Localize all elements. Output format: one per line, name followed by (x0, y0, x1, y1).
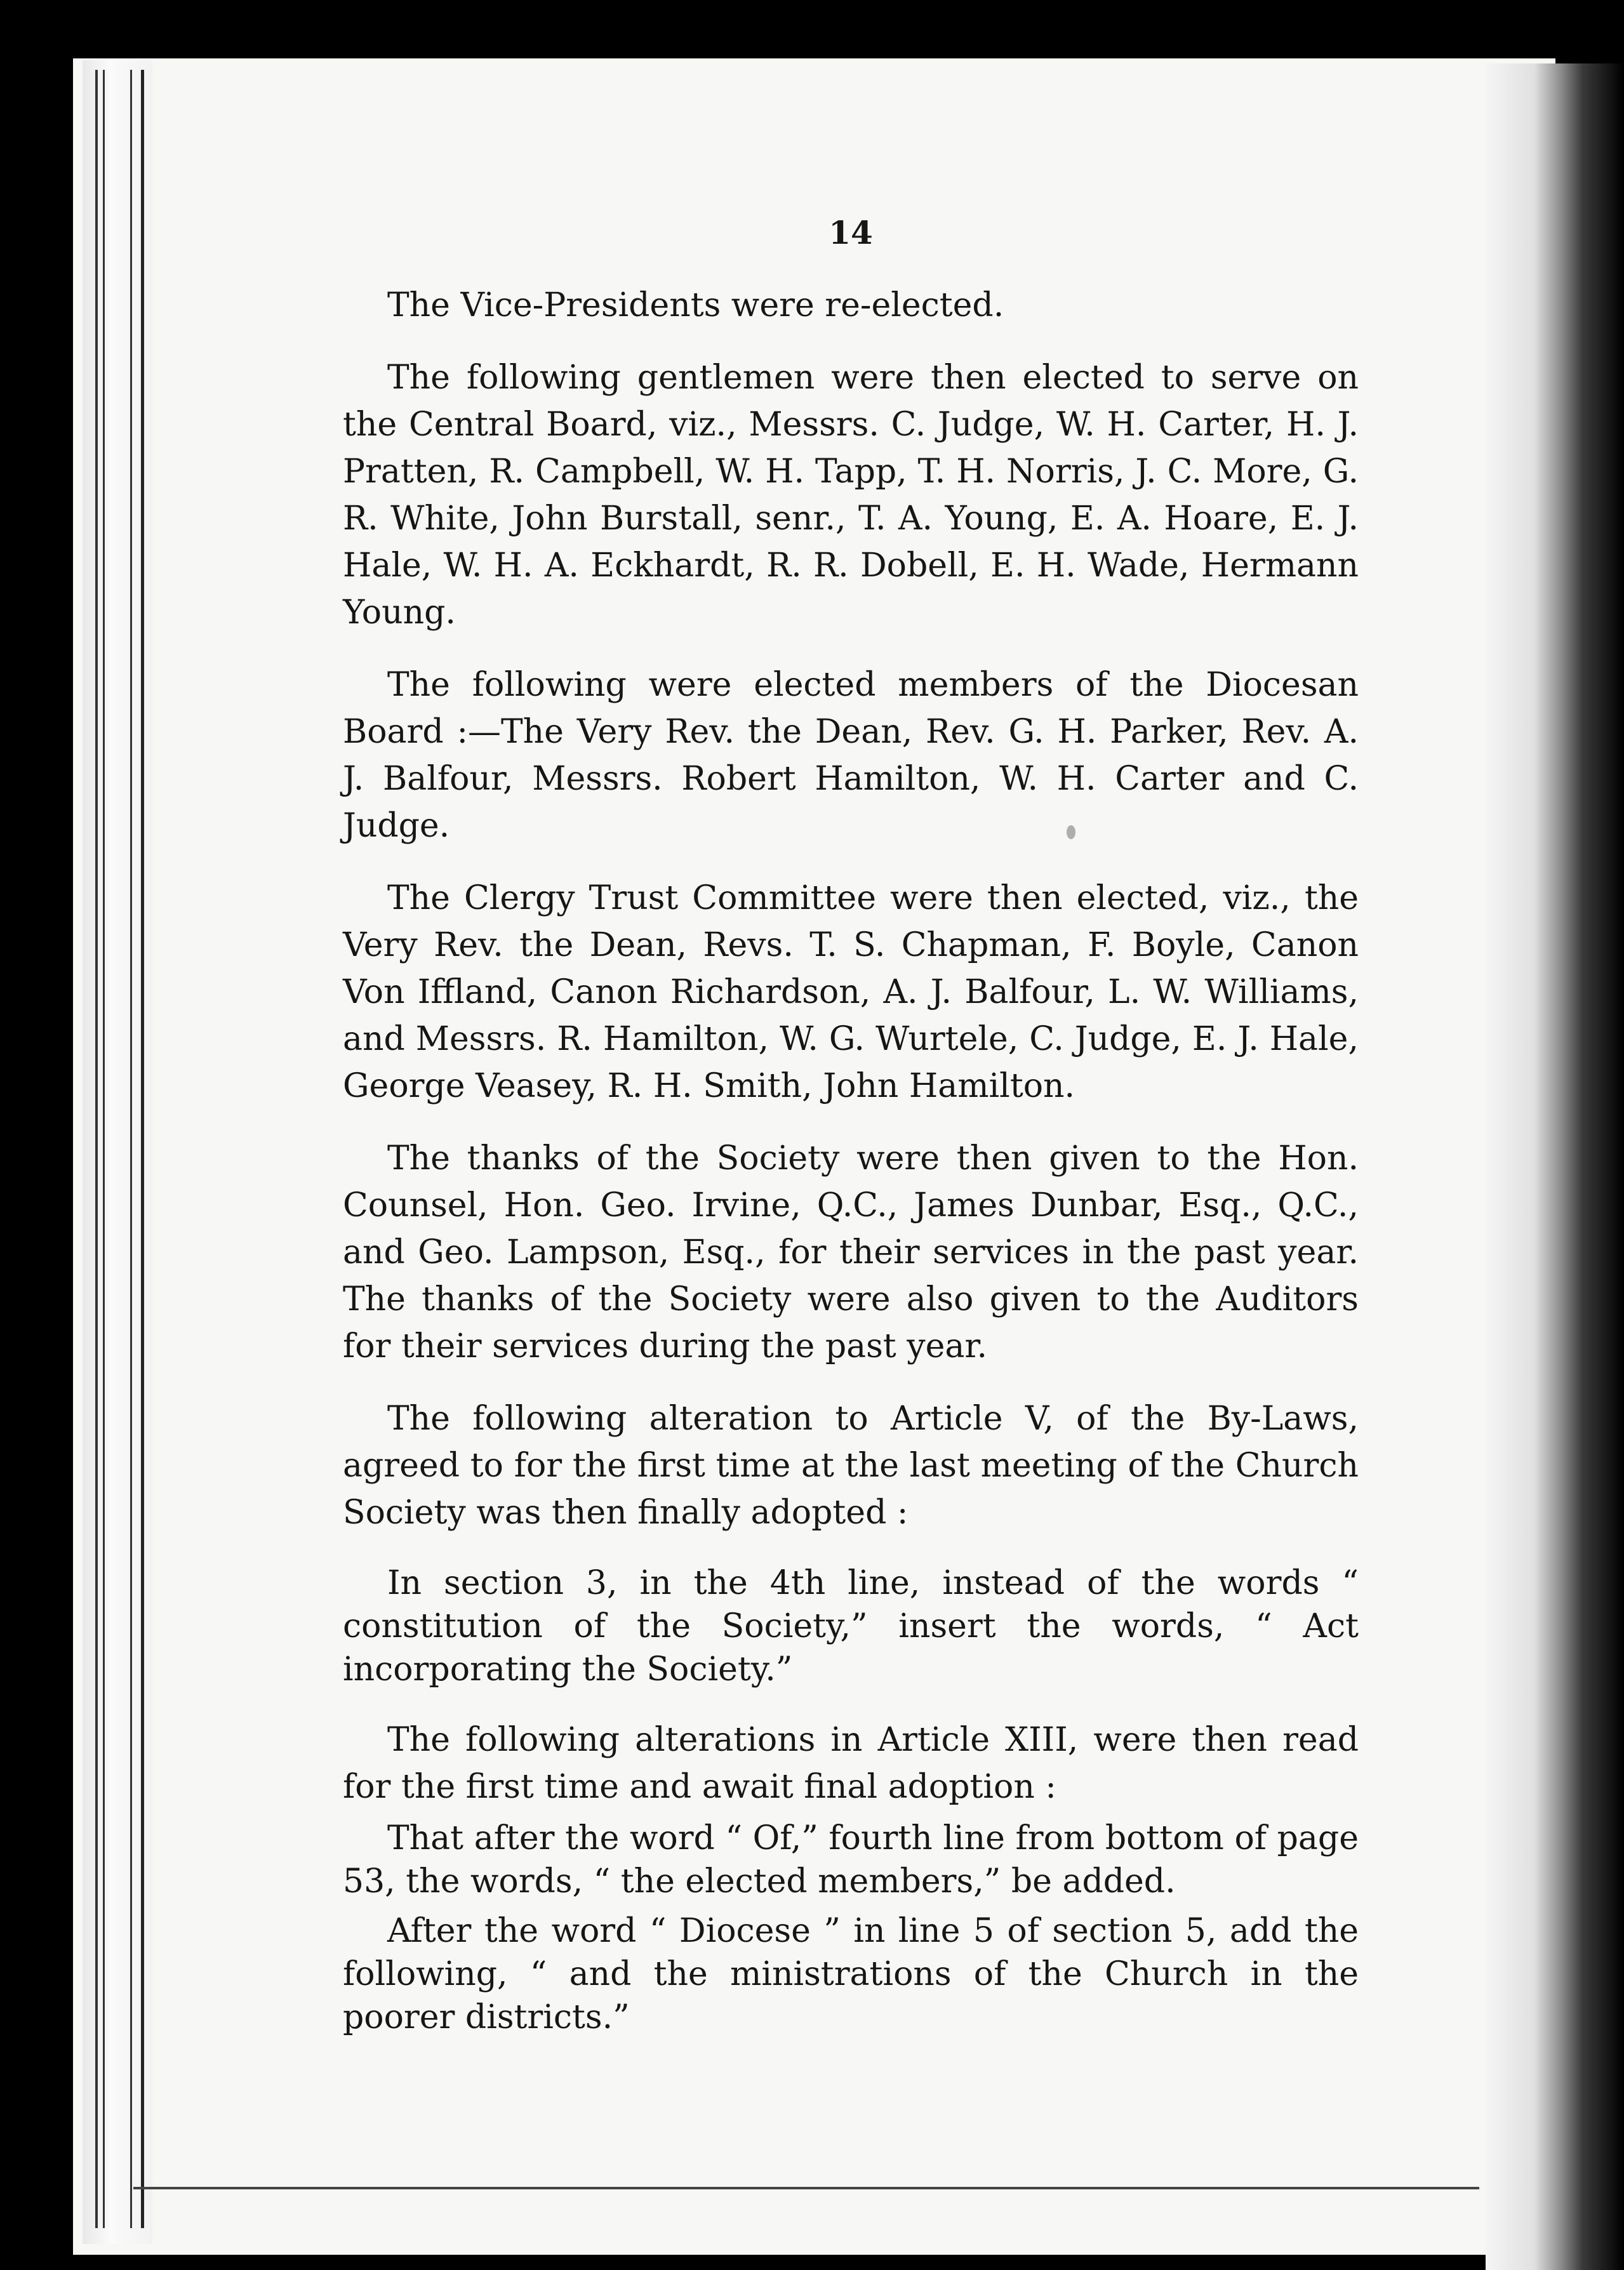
paragraph-vice-presidents: The Vice-Presidents were re-elected. (387, 286, 1004, 324)
paragraph-section-3: In section 3, in the 4th line, instead of the words “ constitution of the Society,” insert the words, “ Act incorporating the Society.” (343, 1564, 1359, 1689)
binding-line (103, 70, 105, 2228)
paragraph-article-v: The following alteration to Article V, of the By-Laws, agreed to for the first time at the last meeting of the Church Society was then finally adopted : (343, 1400, 1359, 1532)
page-edge-shadow (1486, 63, 1624, 2270)
paragraph-thanks: The thanks of the Society were then given to the Hon. Counsel, Hon. Geo. Irvine, Q.C., James Dunbar, Esq., Q.C., and Geo. Lampson, Esq., for their services in the past year. The thanks of the Society were also given to the Auditors for their services during the past year. (343, 1139, 1359, 1365)
bottom-rule (133, 2187, 1479, 2189)
paragraph-article-xiii: The following alterations in Article XIII, were then read for the first time and await final adoption : (343, 1721, 1359, 1806)
binding-line (130, 70, 132, 2228)
paragraph-central-board: The following gentlemen were then elected to serve on the Central Board, viz., Messrs. C. Judge, W. H. Carter, H. J. Pratten, R. Campbell, W. H. Tapp, T. H. Norris, J. C. More, G. R. White, John Burstall, senr., T. A. Young, E. A. Hoare, E. J. Hale, W. H. A. Eckhardt, R. R. Dobell, E. H. Wade, Hermann Young. (343, 359, 1359, 632)
paragraph-diocesan-board: The following were elected members of the Diocesan Board :—The Very Rev. the Dean, Rev. G. H. Parker, Rev. A. J. Balfour, Messrs. Robert Hamilton, W. H. Carter and C. Judge. (343, 666, 1359, 845)
page-text (343, 209, 1359, 2045)
page-number: 14 (829, 214, 873, 251)
paragraph-page-53: That after the word “ Of,” fourth line from bottom of page 53, the words, “ the elected members,” be added. (343, 1819, 1359, 1901)
paragraph-clergy-trust: The Clergy Trust Committee were then elected, viz., the Very Rev. the Dean, Revs. T. S. Chapman, F. Boyle, Canon Von Iffland, Canon Richardson, A. J. Balfour, L. W. Williams, and Messrs. R. Hamilton, W. G. Wurtele, C. Judge, E. J. Hale, George Veasey, R. H. Smith, John Hamilton. (343, 879, 1359, 1105)
binding-line (141, 70, 144, 2228)
paragraph-diocese: After the word “ Diocese ” in line 5 of section 5, add the following, “ and the ministrations of the Church in the poorer districts.” (343, 1912, 1359, 2036)
binding-line (95, 70, 98, 2228)
